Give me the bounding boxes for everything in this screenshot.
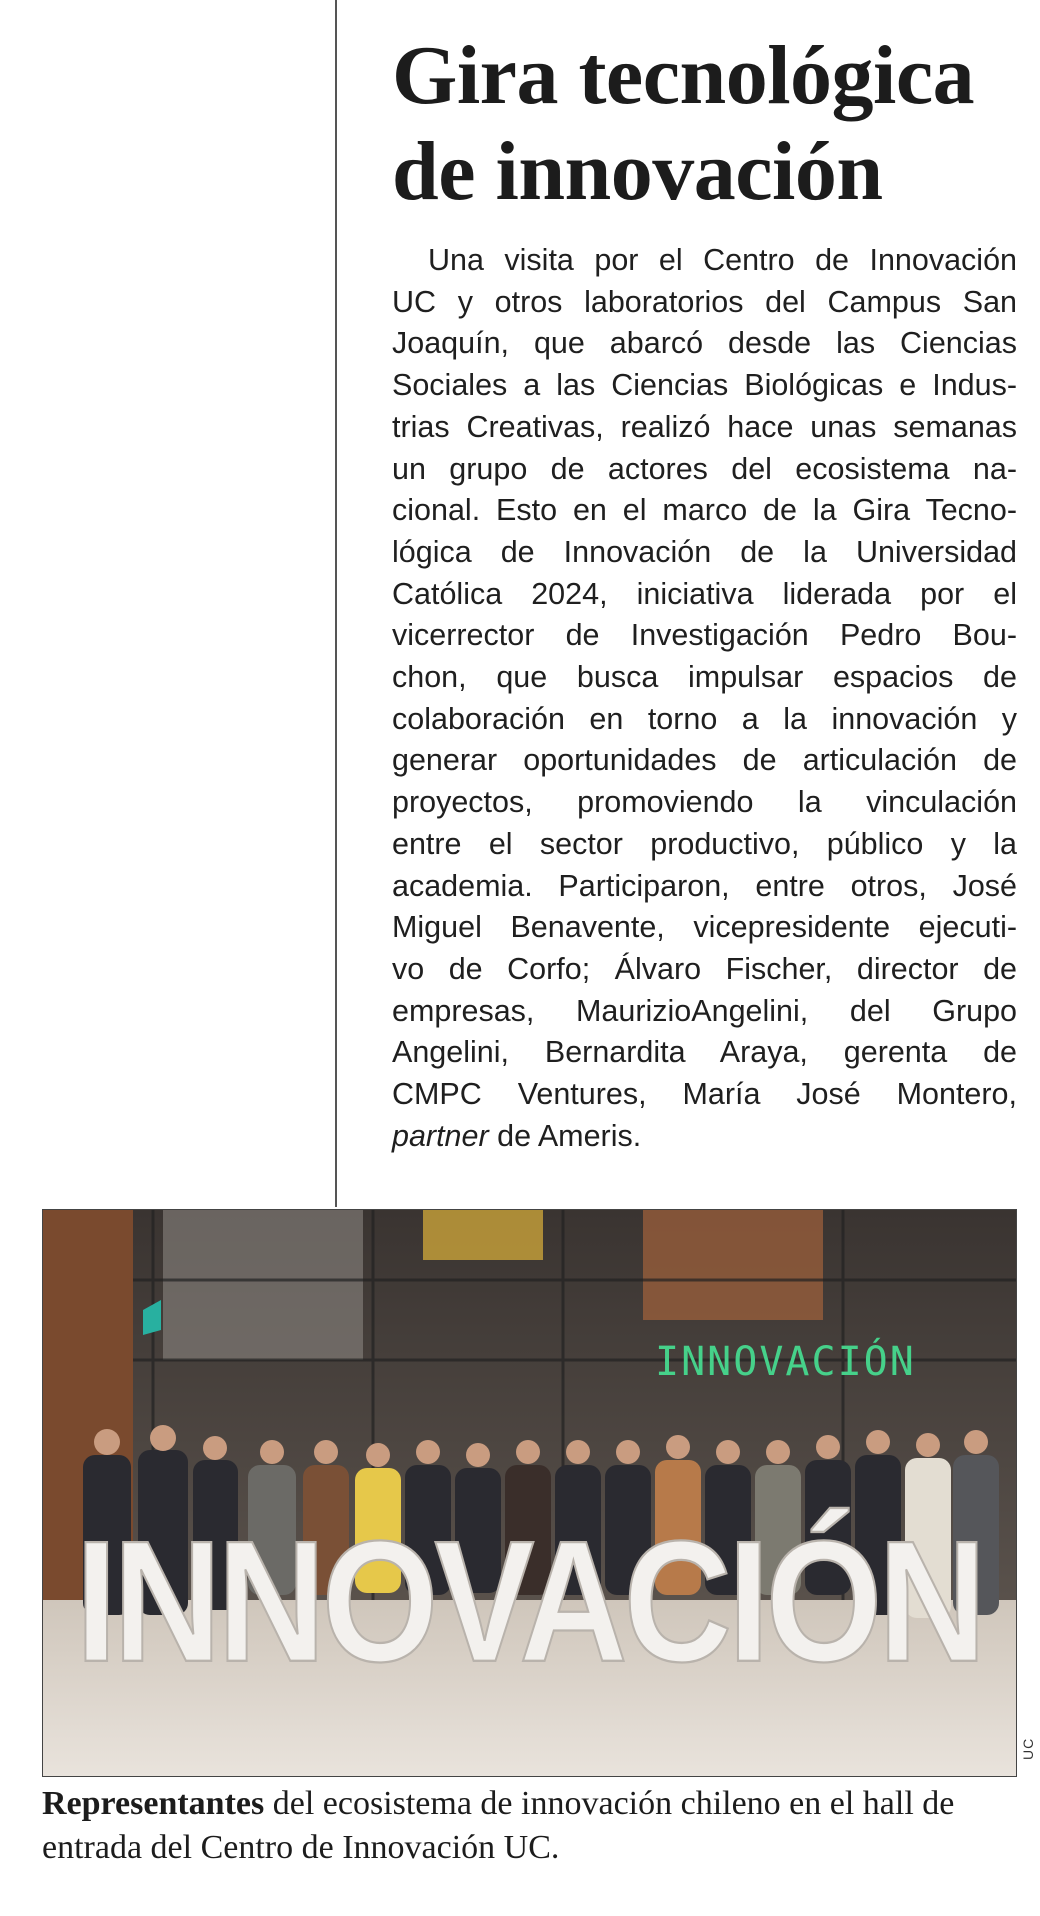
body-line: proyectos, promoviendo la vinculación xyxy=(392,785,1017,820)
body-line: vicerrector de Investigación Pedro Bou- xyxy=(392,618,1017,653)
innovacion-letters: INNOVACIÓN xyxy=(75,1506,983,1699)
body-line: un grupo de actores del ecosistema na- xyxy=(392,451,1017,486)
body-italic-word: partner xyxy=(392,1118,489,1153)
body-line-last xyxy=(392,1116,1017,1158)
group-photo xyxy=(42,1209,1017,1777)
photo-credit: UC xyxy=(1020,1737,1036,1760)
caption-text: del ecosistema de innovación chileno en el hall de entrada del Centro de Innovación UC. xyxy=(42,1785,955,1866)
body-line: entre el sector productivo, público y la xyxy=(392,826,1017,861)
body-line: Sociales a las Ciencias Biológicas e Indus- xyxy=(392,368,1017,403)
body-line: generar oportunidades de articulación de xyxy=(392,743,1017,778)
body-line: vo de Corfo; Álvaro Fischer, director de xyxy=(392,951,1017,986)
body-line: UC y otros laboratorios del Campus San xyxy=(392,284,1017,319)
headline-line: Gira tecnológica xyxy=(392,29,975,122)
orange-structure xyxy=(643,1210,823,1320)
body-line: Miguel Benavente, vicepresidente ejecuti- xyxy=(392,910,1017,945)
headline-line: de innovación xyxy=(392,125,883,218)
body-last-text: de Ameris. xyxy=(488,1118,642,1153)
body-line: Angelini, Bernardita Araya, gerenta de xyxy=(392,1035,1017,1070)
body-line: Una visita por el Centro de Innovación xyxy=(428,243,1017,277)
article-body xyxy=(392,240,1017,1157)
glass-panel xyxy=(163,1210,363,1360)
body-line: Católica 2024, iniciativa liderada por el xyxy=(392,576,1017,611)
body-line: empresas, MaurizioAngelini, del Grupo xyxy=(392,993,1017,1028)
column-divider xyxy=(335,0,337,1207)
caption-bold: Representantes xyxy=(42,1785,265,1822)
yellow-structure xyxy=(423,1210,543,1260)
body-line: academia. Participaron, entre otros, José xyxy=(392,868,1017,903)
photo-caption xyxy=(42,1782,1022,1870)
photo-illustration xyxy=(43,1210,1016,1776)
wall-sign-text: INNOVACIÓN xyxy=(655,1339,916,1385)
body-line: lógica de Innovación de la Universidad xyxy=(392,534,1017,569)
body-line: cional. Esto en el marco de la Gira Tecno- xyxy=(392,493,1017,528)
body-line: colaboración en torno a la innovación y xyxy=(392,701,1017,736)
body-line: Joaquín, que abarcó desde las Ciencias xyxy=(392,326,1017,361)
body-line: chon, que busca impulsar espacios de xyxy=(392,660,1017,695)
headline xyxy=(392,28,1032,220)
body-line: CMPC Ventures, María José Montero, xyxy=(392,1077,1017,1112)
body-line: trias Creativas, realizó hace unas semanas xyxy=(392,409,1017,444)
